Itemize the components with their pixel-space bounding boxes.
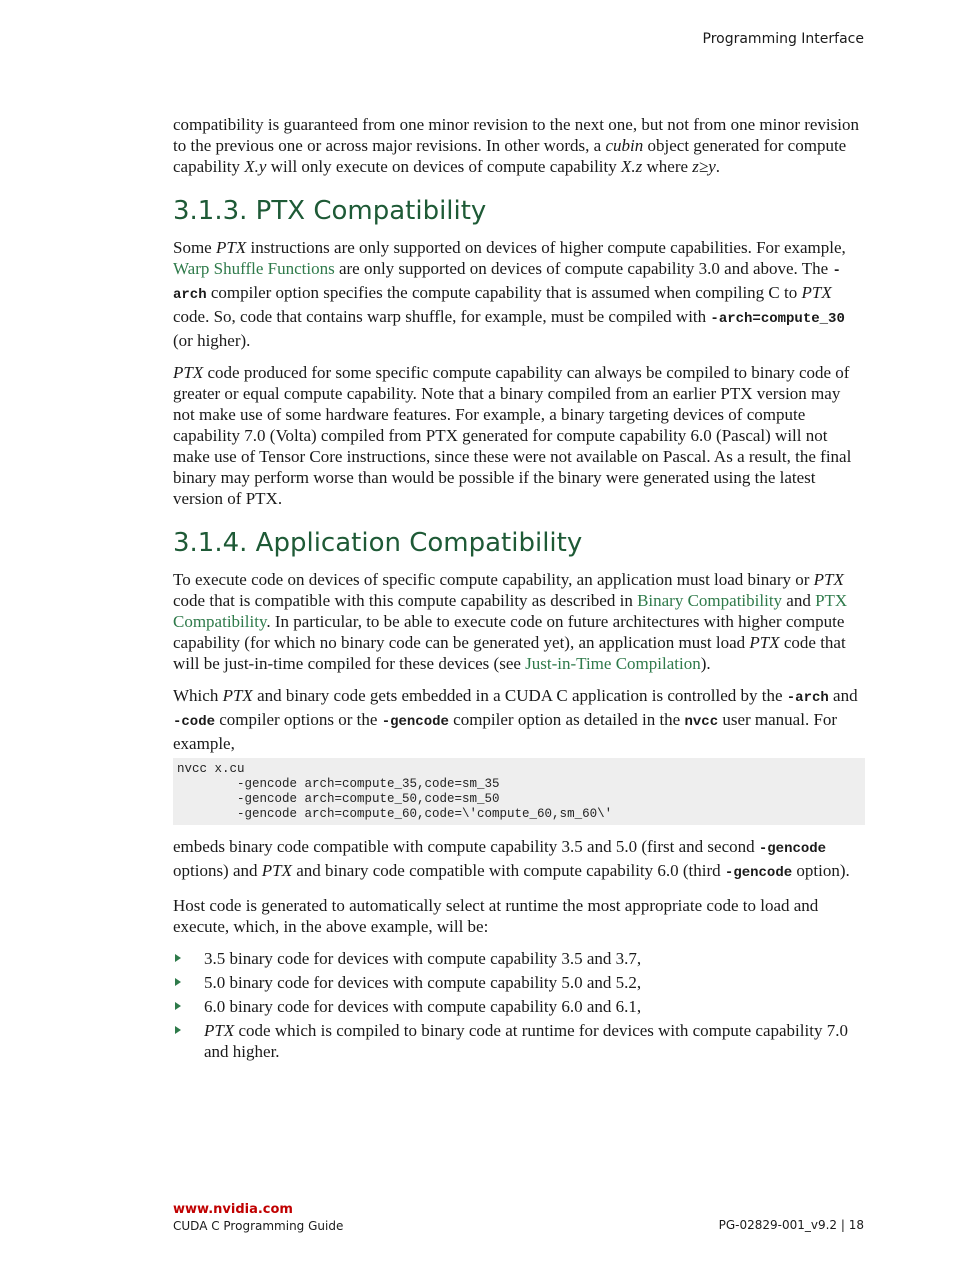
list-item: 3.5 binary code for devices with compute capability 3.5 and 3.7, xyxy=(173,948,865,969)
bullet-triangle-icon xyxy=(175,954,181,962)
footer-left xyxy=(173,1202,343,1234)
footer-page-ref: PG-02829-001_v9.2 | 18 xyxy=(718,1218,864,1232)
bullet-triangle-icon xyxy=(175,1026,181,1034)
link-binary-compatibility[interactable]: Binary Compatibility xyxy=(637,591,783,610)
footer-doc-title: CUDA C Programming Guide xyxy=(173,1219,344,1233)
bullet-triangle-icon xyxy=(175,1002,181,1010)
ptx-paragraph-1: Some PTX instructions are only supported on devices of higher compute capabilities. For example, Warp Shuffle Functions are only supported on devices of compute capability 3.0 and above. The -arch compiler option specifies the compute capability that is assumed when compiling C to PTX code. So, code that contains warp shuffle, for example, must be compiled with -arch=compute_30 (or higher). xyxy=(173,238,846,350)
list-item: 6.0 binary code for devices with compute capability 6.0 and 6.1, xyxy=(173,996,865,1017)
link-just-in-time-compilation[interactable]: Just-in-Time Compilation xyxy=(525,654,701,673)
intro-paragraph: compatibility is guaranteed from one minor revision to the next one, but not from one minor revision to the previous one or across major revisions. In other words, a cubin object generated for compute capability X.y will only execute on devices of compute capability X.z where z≥y. xyxy=(173,115,859,176)
section-heading-application-compatibility: 3.1.4. Application Compatibility xyxy=(173,528,583,558)
bullet-triangle-icon xyxy=(175,978,181,986)
list-item: 5.0 binary code for devices with compute capability 5.0 and 5.2, xyxy=(173,972,865,993)
list-item: PTX code which is compiled to binary code at runtime for devices with compute capability 7.0 and higher. xyxy=(173,1020,865,1062)
code-arch-compute-30: -arch=compute_30 xyxy=(710,311,845,327)
section-heading-ptx-compatibility: 3.1.3. PTX Compatibility xyxy=(173,196,487,226)
page-content xyxy=(173,114,865,1065)
code-arch: -arch xyxy=(173,263,841,303)
running-header: Programming Interface xyxy=(702,31,864,47)
code-code-option: -code xyxy=(173,714,216,730)
ptx-paragraph-2: PTX code produced for some specific compute capability can always be compiled to binary code of greater or equal compute capability. Note that a binary compiled from an earlier PTX version may not make use of some hardware features. For example, a binary targeting devices of compute capability 7.0 (Volta) compiled from PTX generated for compute capability 6.0 (Pascal) will not make use of Tensor Core instructions, since these were not available on Pascal. As a result, the final binary may perform worse than would be possible if the binary were generated using the latest version of PTX. xyxy=(173,363,852,508)
link-ptx-compatibility[interactable]: PTX Compatibility xyxy=(173,591,848,631)
code-nvcc: nvcc xyxy=(684,714,719,730)
footer-url-link[interactable]: www.nvidia.com xyxy=(173,1202,293,1217)
app-paragraph-1: To execute code on devices of specific compute capability, an application must load binary or PTX code that is compatible with this compute capability as described in Binary Compatibility and PTX Compatibility. In particular, to be able to execute code on future architectures with higher compute capability (for which no binary code can be generated yet), an application must load PTX code that will be just-in-time compiled for these devices (see Just-in-Time Compilation). xyxy=(173,570,848,673)
app-paragraph-3: embeds binary code compatible with compute capability 3.5 and 5.0 (first and second -gencode options) and PTX and binary code compatible with compute capability 6.0 (third -gencode option). xyxy=(173,837,850,881)
code-gencode-option: -gencode xyxy=(381,714,449,730)
app-paragraph-4: Host code is generated to automatically select at runtime the most appropriate code to load and execute, which, in the above example, will be: xyxy=(173,896,819,936)
code-arch-option: -arch xyxy=(786,690,829,706)
code-block-nvcc-example: nvcc x.cu -gencode arch=compute_35,code=sm_35 -gencode arch=compute_50,code=sm_50 -gencode arch=compute_60,code=\'compute_60,sm_60\' xyxy=(173,758,865,825)
code-gencode-2: -gencode xyxy=(724,865,793,881)
code-gencode-1: -gencode xyxy=(758,841,827,857)
app-paragraph-2: Which PTX and binary code gets embedded in a CUDA C application is controlled by the -arch and -code compiler options or the -gencode compiler option as detailed in the nvcc user manual. For example, xyxy=(173,686,858,753)
runtime-code-list xyxy=(173,948,865,1062)
link-warp-shuffle-functions[interactable]: Warp Shuffle Functions xyxy=(173,259,335,278)
